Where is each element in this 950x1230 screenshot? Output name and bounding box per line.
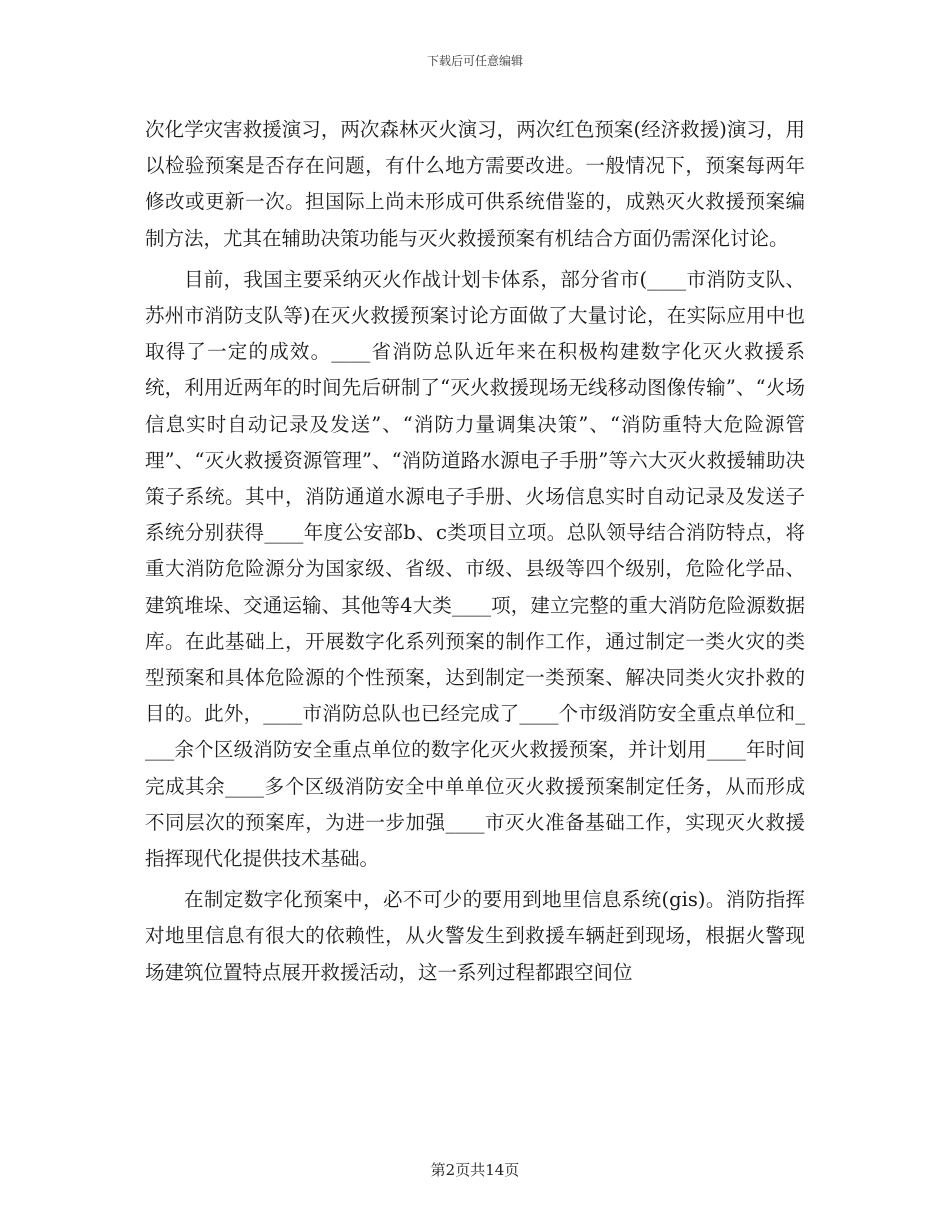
paragraph-3: 在制定数字化预案中，必不可少的要用到地里信息系统(gis)。消防指挥对地里信息有很大的依赖性，从火警发生到救援车辆赶到现场，根据火警现场建筑位置特点展开救援活动，这一系列过程都跟空间位	[145, 888, 805, 984]
page-header: 下载后可任意编辑	[426, 54, 523, 68]
paragraph-1: 次化学灾害救援演习，两次森林灭火演习，两次红色预案(经济救援)演习，用以检验预案是否存在问题，有什么地方需要改进。一般情况下，预案每两年修改或更新一次。担国际上尚未形成可供系统借鉴的，成熟灭火救援预案编制方法，尤其在辅助决策功能与灭火救援预案有机结合方面仍需深化讨论。	[145, 118, 805, 250]
page-number: 第2页共14页	[430, 1161, 520, 1179]
document-body	[145, 112, 805, 991]
paragraph-2: 目前，我国主要采纳灭火作战计划卡体系，部分省市(____市消防支队、苏州市消防支队等)在灭火救援预案讨论方面做了大量讨论，在实际应用中也取得了一定的成效。____省消防总队近年来在积极构建数字化灭火救援系统，利用近两年的时间先后研制了“灭火救援现场无线移动图像传输”、“火场信息实时自动记录及发送”、“消防力量调集决策”、“消防重特大危险源管理”、“灭火救援资源管理”、“消防道路水源电子手册”等六大灭火救援辅助决策子系统。其中，消防通道水源电子手册、火场信息实时自动记录及发送子系统分别获得____年度公安部b、c类项目立项。总队领导结合消防特点，将重大消防危险源分为国家级、省级、市级、县级等四个级别，危险化学品、建筑堆垛、交通运输、其他等4大类____项，建立完整的重大消防危险源数据库。在此基础上，开展数字化系列预案的制作工作，通过制定一类火灾的类型预案和具体危险源的个性预案，达到制定一类预案、解决同类火灾扑救的目的。此外，____市消防总队也已经完成了____个市级消防安全重点单位和____余个区级消防安全重点单位的数字化灭火救援预案，并计划用____年时间完成其余____多个区级消防安全中单单位灭火救援预案制定任务，从而形成不同层次的预案库，为进一步加强____市灭火准备基础工作，实现灭火救援指挥现代化提供技术基础。	[145, 267, 805, 871]
